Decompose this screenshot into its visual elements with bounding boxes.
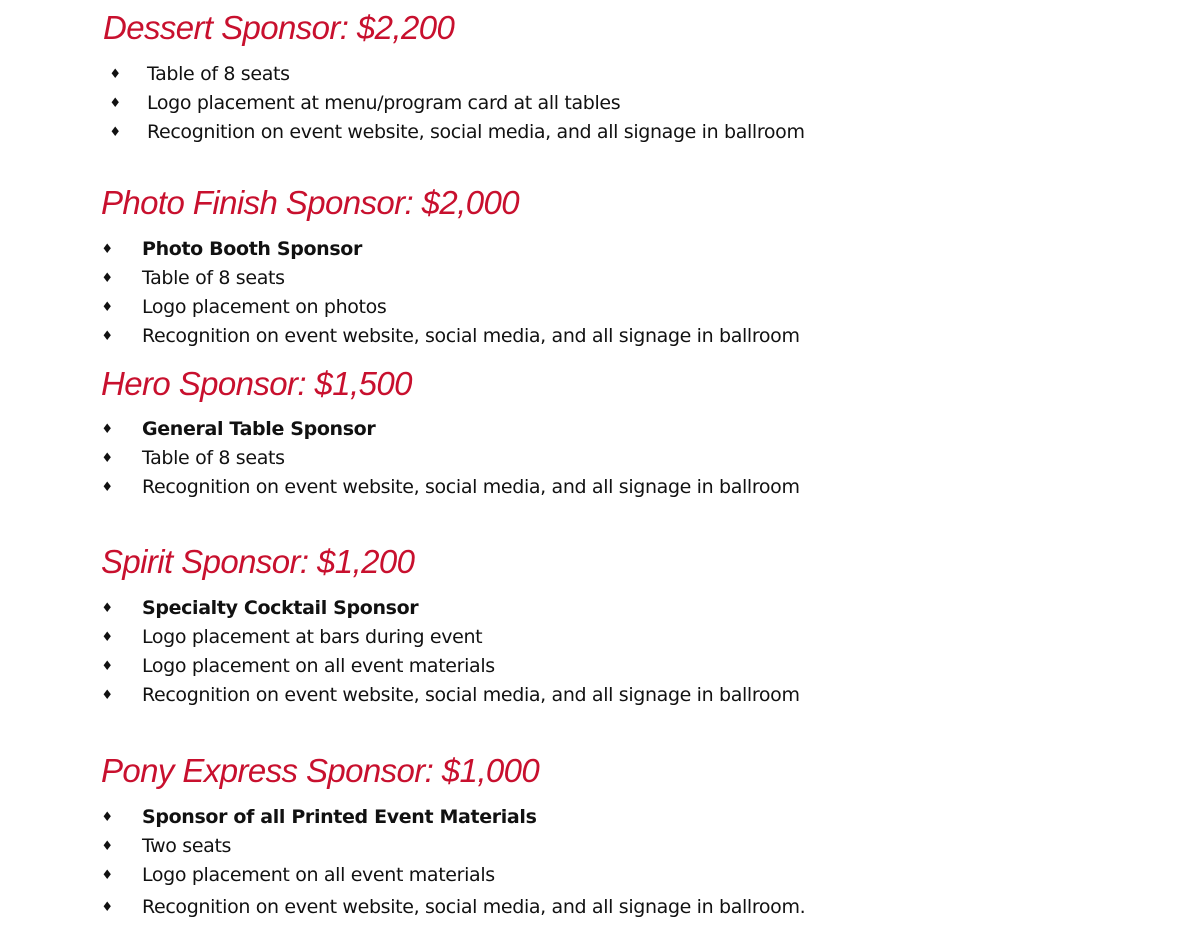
- benefit-text: Logo placement at menu/program card at all tables: [147, 92, 621, 114]
- sponsor-heading: Pony Express Sponsor: $1,000: [101, 752, 540, 789]
- diamond-bullet-icon: ♦: [109, 67, 121, 82]
- sponsor-heading: Photo Finish Sponsor: $2,000: [101, 184, 519, 221]
- diamond-bullet-icon: ♦: [101, 601, 113, 616]
- diamond-bullet-icon: ♦: [101, 900, 113, 915]
- benefit-text: Recognition on event website, social media, and all signage in ballroom.: [142, 896, 806, 918]
- sponsor-heading: Dessert Sponsor: $2,200: [103, 9, 455, 46]
- diamond-bullet-icon: ♦: [109, 96, 121, 111]
- diamond-bullet-icon: ♦: [101, 810, 113, 825]
- benefit-text: Recognition on event website, social media, and all signage in ballroom: [147, 121, 805, 143]
- diamond-bullet-icon: ♦: [101, 688, 113, 703]
- sponsor-heading: Spirit Sponsor: $1,200: [101, 543, 415, 580]
- benefit-text: Logo placement on all event materials: [142, 655, 495, 677]
- diamond-bullet-icon: ♦: [101, 868, 113, 883]
- diamond-bullet-icon: ♦: [101, 451, 113, 466]
- benefit-text: Recognition on event website, social media, and all signage in ballroom: [142, 684, 800, 706]
- benefit-text-highlight: Specialty Cocktail Sponsor: [142, 597, 419, 619]
- benefit-text: Two seats: [142, 835, 232, 857]
- benefit-text: Logo placement on all event materials: [142, 864, 495, 886]
- benefit-text: Table of 8 seats: [147, 63, 290, 85]
- benefit-text: Table of 8 seats: [142, 447, 285, 469]
- benefit-text: Recognition on event website, social media, and all signage in ballroom: [142, 476, 800, 498]
- diamond-bullet-icon: ♦: [101, 630, 113, 645]
- benefit-text-highlight: Sponsor of all Printed Event Materials: [142, 806, 537, 828]
- diamond-bullet-icon: ♦: [101, 329, 113, 344]
- diamond-bullet-icon: ♦: [101, 480, 113, 495]
- diamond-bullet-icon: ♦: [101, 242, 113, 257]
- diamond-bullet-icon: ♦: [101, 300, 113, 315]
- diamond-bullet-icon: ♦: [101, 422, 113, 437]
- benefit-text-highlight: Photo Booth Sponsor: [142, 238, 363, 260]
- benefit-text: Logo placement at bars during event: [142, 626, 483, 648]
- diamond-bullet-icon: ♦: [101, 839, 113, 854]
- benefit-text: Logo placement on photos: [142, 296, 387, 318]
- benefit-text: Recognition on event website, social media, and all signage in ballroom: [142, 325, 800, 347]
- sponsor-heading: Hero Sponsor: $1,500: [101, 365, 412, 402]
- diamond-bullet-icon: ♦: [109, 125, 121, 140]
- diamond-bullet-icon: ♦: [101, 659, 113, 674]
- benefit-text-highlight: General Table Sponsor: [142, 418, 376, 440]
- benefit-text: Table of 8 seats: [142, 267, 285, 289]
- diamond-bullet-icon: ♦: [101, 271, 113, 286]
